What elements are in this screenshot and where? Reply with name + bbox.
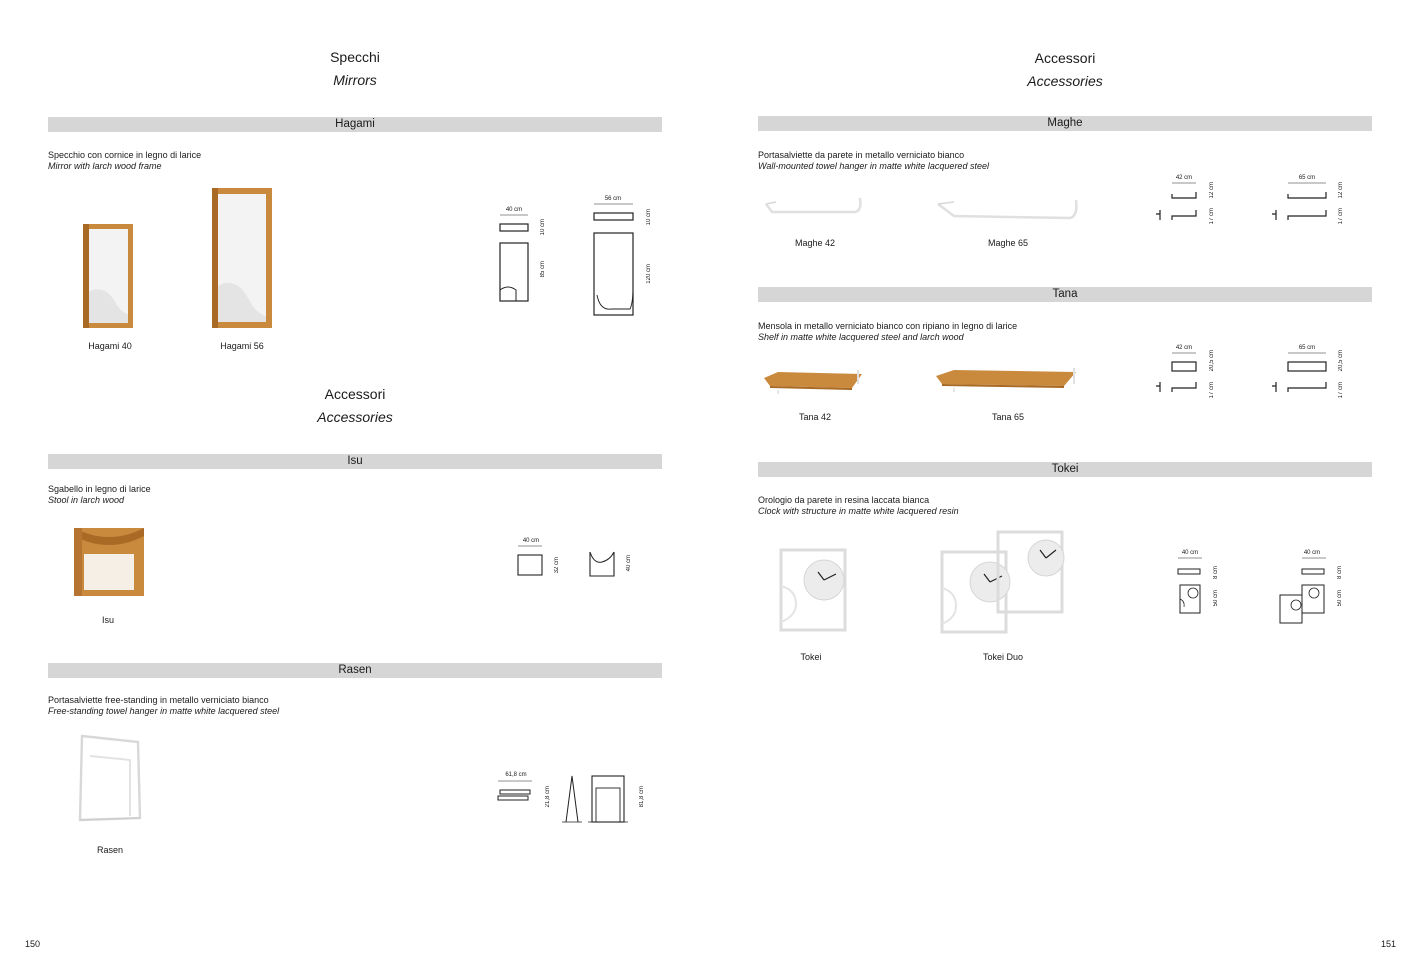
rasen-height: 81,8 cm xyxy=(639,786,645,808)
hagami-desc-en: Mirror with larch wood frame xyxy=(48,161,162,171)
isu-drawing-front xyxy=(516,545,546,575)
hagami-56-caption: Hagami 56 xyxy=(220,341,264,351)
right-accessories-title: Accessori xyxy=(1034,50,1096,66)
tana-65-height: 17 cm xyxy=(1338,382,1344,399)
hagami-40-height: 85 cm xyxy=(540,261,546,278)
maghe-42-drawing xyxy=(1152,182,1212,222)
mirrors-subtitle: Mirrors xyxy=(333,72,377,88)
hagami-56-image xyxy=(208,186,278,332)
maghe-65-image xyxy=(934,194,1084,226)
rasen-drawing-top xyxy=(496,780,536,810)
tana-42-depth: 20,5 cm xyxy=(1209,350,1215,372)
tokei-width: 40 cm xyxy=(1181,550,1199,556)
tokei-image xyxy=(778,546,858,636)
rasen-drawing-sides xyxy=(562,772,634,824)
isu-image xyxy=(70,522,150,598)
isu-height: 32 cm xyxy=(554,557,560,574)
tokei-section-bar: Tokei xyxy=(758,462,1372,477)
rasen-image xyxy=(74,732,154,827)
isu-desc-en: Stool in larch wood xyxy=(48,495,125,505)
rasen-caption: Rasen xyxy=(96,845,123,855)
maghe-42-height: 17 cm xyxy=(1209,208,1215,225)
rasen-desc-en: Free-standing towel hanger in matte white lacquered steel xyxy=(48,706,280,716)
hagami-desc-it: Specchio con cornice in legno di larice xyxy=(48,150,202,160)
tana-description xyxy=(758,321,1017,343)
maghe-description xyxy=(758,150,989,172)
tana-42-image xyxy=(762,366,872,396)
hagami-description xyxy=(48,150,201,172)
tana-42-drawing xyxy=(1152,352,1212,396)
maghe-42-depth: 12 cm xyxy=(1209,182,1215,199)
hagami-56-width: 56 cm xyxy=(604,196,622,202)
rasen-depth: 21,8 cm xyxy=(545,786,551,808)
hagami-40-caption: Hagami 40 xyxy=(88,341,132,351)
isu-caption: Isu xyxy=(101,615,114,625)
hagami-56-drawing xyxy=(592,203,642,328)
rasen-width: 61,8 cm xyxy=(505,772,527,778)
tana-section-bar: Tana xyxy=(758,287,1372,302)
hagami-40-depth: 10 cm xyxy=(540,219,546,236)
maghe-desc-it: Portasalviette da parete in metallo verniciato bianco xyxy=(758,150,965,160)
rasen-section-bar: Rasen xyxy=(48,663,662,678)
isu-desc-it: Sgabello in legno di larice xyxy=(48,484,151,494)
maghe-65-drawing xyxy=(1266,182,1346,225)
hagami-40-width: 40 cm xyxy=(505,207,523,213)
hagami-section-bar: Hagami xyxy=(48,117,662,132)
tana-42-height: 17 cm xyxy=(1209,382,1215,399)
tana-desc-it: Mensola in metallo verniciato bianco con ripiano in legno di larice xyxy=(758,321,1018,331)
tokei-depth: 8 cm xyxy=(1213,566,1219,580)
tokei-desc-it: Orologio da parete in resina laccata bianca xyxy=(758,495,930,505)
maghe-65-height: 17 cm xyxy=(1338,208,1344,225)
tana-65-depth: 20,5 cm xyxy=(1338,350,1344,372)
isu-description xyxy=(48,484,151,506)
tokei-duo-height: 50 cm xyxy=(1337,590,1343,607)
rasen-description xyxy=(48,695,279,717)
tokei-desc-en: Clock with structure in matte white lacquered resin xyxy=(758,506,959,516)
page-number-left: 150 xyxy=(25,939,41,949)
tana-65-drawing xyxy=(1266,352,1346,399)
tokei-description xyxy=(758,495,959,517)
maghe-section-bar: Maghe xyxy=(758,116,1372,131)
hagami-40-drawing xyxy=(498,214,538,304)
right-accessories-subtitle: Accessories xyxy=(1027,73,1103,89)
tana-65-image xyxy=(934,366,1084,396)
rasen-desc-it: Portasalviette free-standing in metallo verniciato bianco xyxy=(48,695,269,705)
isu-section-bar: Isu xyxy=(48,454,662,469)
tokei-duo-image xyxy=(938,528,1068,638)
maghe-42-caption: Maghe 42 xyxy=(794,238,836,248)
tokei-duo-caption: Tokei Duo xyxy=(982,652,1024,662)
maghe-42-width: 42 cm xyxy=(1175,175,1193,181)
tana-65-width: 65 cm xyxy=(1298,345,1316,351)
hagami-40-image xyxy=(80,222,140,332)
left-accessories-title: Accessori xyxy=(324,386,386,402)
tokei-caption: Tokei xyxy=(800,652,822,662)
maghe-65-width: 65 cm xyxy=(1298,175,1316,181)
tokei-duo-width: 40 cm xyxy=(1303,550,1321,556)
hagami-56-height: 120 cm xyxy=(646,264,652,284)
isu-height-2: 40 cm xyxy=(626,555,632,572)
page-number-right: 151 xyxy=(1381,939,1397,949)
tokei-drawing xyxy=(1176,557,1216,617)
isu-drawing-side xyxy=(588,550,618,580)
isu-width: 40 cm xyxy=(522,538,540,544)
tana-desc-en: Shelf in matte white lacquered steel and larch wood xyxy=(758,332,964,342)
tokei-height: 50 cm xyxy=(1213,590,1219,607)
tana-42-caption: Tana 42 xyxy=(798,412,832,422)
tokei-duo-depth: 8 cm xyxy=(1337,566,1343,580)
tana-42-width: 42 cm xyxy=(1175,345,1193,351)
maghe-65-caption: Maghe 65 xyxy=(987,238,1029,248)
hagami-56-depth: 10 cm xyxy=(646,209,652,226)
maghe-desc-en: Wall-mounted towel hanger in matte white lacquered steel xyxy=(758,161,989,171)
left-accessories-subtitle: Accessories xyxy=(317,409,393,425)
tana-65-caption: Tana 65 xyxy=(991,412,1025,422)
maghe-65-depth: 12 cm xyxy=(1338,182,1344,199)
tokei-duo-drawing xyxy=(1278,557,1338,627)
maghe-42-image xyxy=(762,192,872,222)
mirrors-title: Specchi xyxy=(330,49,380,65)
